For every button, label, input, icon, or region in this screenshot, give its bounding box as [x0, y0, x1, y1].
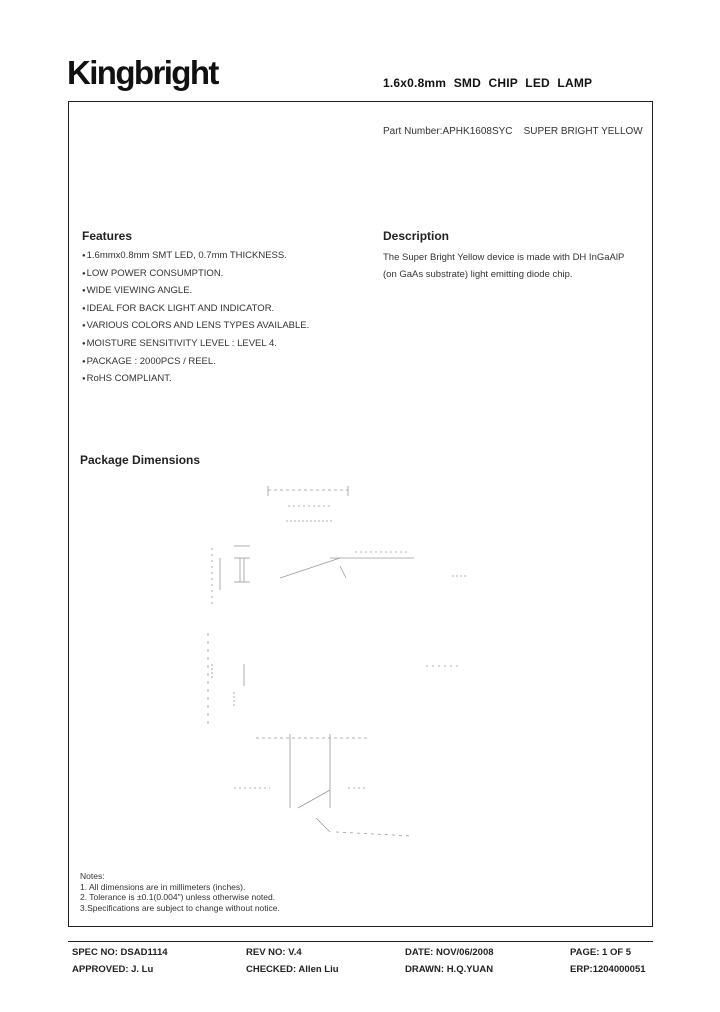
erp-number: ERP:1204000051 [570, 964, 646, 975]
features-heading: Features [82, 229, 133, 243]
list-item: ● WIDE VIEWING ANGLE. [82, 284, 309, 302]
brand-logo: Kingbright [67, 54, 218, 91]
list-item: ● PACKAGE : 2000PCS / REEL. [82, 355, 309, 373]
package-dimension-drawing [190, 478, 480, 848]
approved-by: APPROVED: J. Lu [72, 964, 154, 975]
part-number-value: APHK1608SYC [442, 126, 513, 137]
list-item: ● VARIOUS COLORS AND LENS TYPES AVAILABLE. [82, 319, 309, 337]
checked-by: CHECKED: Allen Liu [246, 964, 339, 975]
list-item: ● RoHS COMPLIANT. [82, 372, 309, 390]
features-list [82, 249, 309, 390]
description-text [383, 249, 653, 283]
footer-divider [68, 941, 653, 942]
note-line: 1. All dimensions are in millimeters (inches). [80, 881, 246, 892]
note-line: 2. Tolerance is ±0.1(0.004") unless otherwise noted. [80, 892, 276, 902]
document-date: DATE: NOV/06/2008 [405, 947, 494, 958]
page-number: PAGE: 1 OF 5 [570, 947, 632, 958]
list-item: ● LOW POWER CONSUMPTION. [82, 267, 309, 285]
note-line: 3.Specifications are subject to change without notice. [80, 902, 280, 913]
spec-number: SPEC NO: DSAD1114 [72, 947, 168, 958]
description-heading: Description [383, 229, 450, 243]
description-line: The Super Bright Yellow device is made with DH InGaAlP [383, 252, 625, 263]
list-item: ● MOISTURE SENSITIVITY LEVEL : LEVEL 4. [82, 337, 309, 355]
part-number-label: Part Number: [383, 126, 443, 137]
revision-number: REV NO: V.4 [246, 947, 302, 958]
package-dimensions-heading: Package Dimensions [80, 453, 201, 467]
notes-heading: Notes: [80, 871, 105, 881]
document-title: 1.6x0.8mm SMD CHIP LED LAMP [383, 76, 593, 90]
description-line: (on GaAs substrate) light emitting diode chip. [383, 269, 573, 280]
part-number-line [383, 126, 643, 137]
list-item: ● 1.6mmx0.8mm SMT LED, 0.7mm THICKNESS. [82, 249, 309, 267]
drawn-by: DRAWN: H.Q.YUAN [405, 964, 494, 975]
notes-block [80, 871, 280, 913]
list-item: ● IDEAL FOR BACK LIGHT AND INDICATOR. [82, 302, 309, 320]
part-name: SUPER BRIGHT YELLOW [523, 126, 643, 137]
